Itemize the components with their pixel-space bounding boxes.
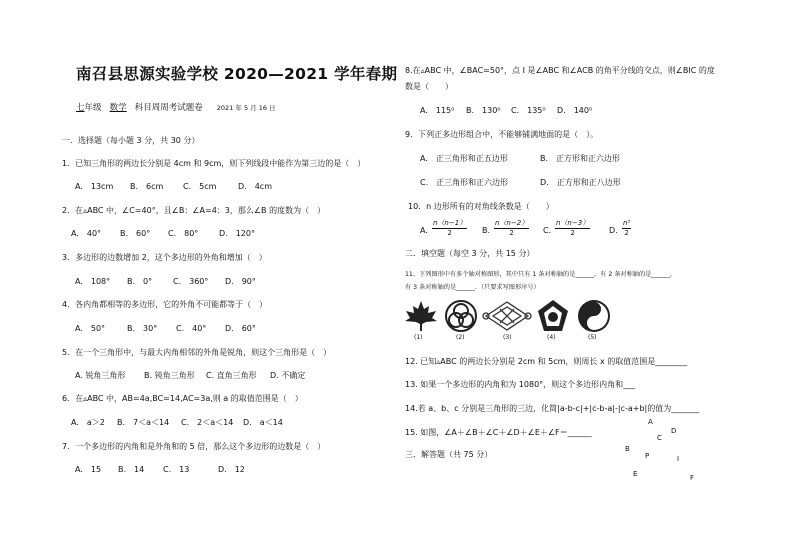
- section-heading-answer: 三．解答题（共 75 分）: [405, 450, 493, 459]
- question-9-option-d: D. 正方形和正八边形: [540, 178, 621, 187]
- question-10-option-b-numerator: n（n−2）: [495, 219, 529, 227]
- figure-1-label: (1): [414, 334, 423, 341]
- question-8-stem-line-1: 8.在▵ABC 中，∠BAC=50°，点 I 是∠ABC 和∠ACB 的角平分线的交点，则∠BIC 的度: [405, 66, 715, 75]
- question-11-line-1: 11、下列图形中有多个轴对称图形，其中只有 1 条对称轴的是______，有 2 条对称轴的是______，: [405, 271, 677, 278]
- question-8-option-c: C. 135⁰: [511, 106, 546, 115]
- question-2-option-d: D. 120°: [219, 229, 255, 238]
- question-4-option-c: C. 40°: [176, 324, 207, 333]
- point-label-p: P: [645, 452, 650, 460]
- question-12: 12. 已知▵ABC 的两边长分别是 2cm 和 5cm，则周长 x 的取值范围是________: [405, 357, 688, 366]
- question-10-option-a-label: A.: [420, 226, 428, 235]
- question-10-option-d-numerator: n²: [623, 219, 631, 227]
- question-8-option-a: A. 115⁰: [420, 106, 455, 115]
- question-1-option-b: B. 6cm: [130, 182, 164, 191]
- question-5-option-c: C. 直角三角形: [206, 371, 257, 380]
- figure-5-label: (5): [588, 334, 597, 341]
- question-6-option-c: C. 2＜a＜14: [181, 418, 234, 427]
- question-9-option-a: A. 正三角形和正五边形: [420, 154, 508, 163]
- question-10-option-a-numerator: n（n−1）: [433, 219, 467, 227]
- point-label-f: F: [690, 474, 695, 482]
- grade-suffix: 年级: [84, 103, 102, 113]
- question-5-option-a: A. 锐角三角形: [75, 371, 126, 380]
- question-5-option-b: B. 钝角三角形: [144, 371, 195, 380]
- question-10-option-b-denominator: 2: [509, 229, 514, 237]
- question-7-stem: 7．一个多边形的内角和是外角和的 5 倍，那么这个多边形的边数是（ ）: [62, 442, 326, 451]
- point-label-c: C: [657, 434, 662, 442]
- question-8-option-d: D. 140⁰: [557, 106, 593, 115]
- question-6-stem: 6．在▵ABC 中，AB=4a,BC=14,AC=3a,则 a 的取值范围是（ ）: [62, 394, 303, 403]
- point-label-e: E: [633, 470, 638, 478]
- question-10-option-c-numerator: n（n−3）: [556, 219, 590, 227]
- question-4-option-a: A. 50°: [75, 324, 106, 333]
- question-7-option-d: D. 12: [218, 465, 245, 474]
- question-3-option-a: A. 108°: [75, 277, 111, 286]
- question-1-stem: 1．已知三角形的两边长分别是 4cm 和 9cm，则下列线段中能作为第三边的是（ ）: [62, 159, 366, 168]
- maple-leaf-icon: [404, 300, 438, 332]
- question-1-option-d: D. 4cm: [238, 182, 272, 191]
- question-10-option-c-label: C.: [543, 226, 552, 235]
- question-9-option-b: B. 正方形和正六边形: [540, 154, 621, 163]
- grade-value: 七: [76, 103, 85, 113]
- question-1-option-c: C. 5cm: [183, 182, 217, 191]
- question-6-option-a: A. a＞2: [71, 418, 105, 427]
- question-3-option-b: B. 0°: [127, 277, 153, 286]
- chinese-knot-icon: [482, 300, 532, 332]
- question-10-option-a-fraction: [432, 219, 467, 238]
- figure-2-label: (2): [456, 334, 465, 341]
- exam-title: 南召县思源实验学校 2020—2021 学年春期: [76, 65, 398, 83]
- question-10-option-d-denominator: 2: [624, 229, 629, 237]
- question-2-option-a: A. 40°: [71, 229, 102, 238]
- triquetra-icon: [444, 299, 478, 333]
- point-label-i: I: [677, 455, 680, 463]
- question-2-stem: 2．在▵ABC 中，∠C=40°，且∠B：∠A=4：3，那么∠B 的度数为（ ）: [62, 206, 326, 215]
- question-7-option-a: A. 15: [75, 465, 102, 474]
- question-10-option-b-label: B.: [482, 226, 491, 235]
- question-10-option-c-fraction: [555, 219, 590, 238]
- question-7-option-b: B. 14: [118, 465, 145, 474]
- question-8-stem-line-2: 数是（ ）: [405, 82, 453, 91]
- question-2-option-b: B. 60°: [120, 229, 151, 238]
- question-10-option-d-label: D.: [609, 226, 618, 235]
- point-label-d: D: [671, 427, 677, 435]
- question-10-option-d-fraction: [622, 219, 631, 238]
- exam-subtitle: [76, 101, 276, 113]
- question-5-option-d: D. 不确定: [270, 371, 306, 380]
- question-6-option-d: D. a＜14: [243, 418, 283, 427]
- figure-3-label: (3): [503, 334, 512, 341]
- question-10-stem: 10．n 边形所有的对角线条数是（ ）: [408, 202, 554, 211]
- subject-value: 数学: [109, 103, 127, 113]
- question-10-option-c-denominator: 2: [570, 229, 575, 237]
- question-11-line-2: 有 3 条对称轴的是______．（只要求写图形序号）: [405, 284, 540, 291]
- question-13: 13. 如果一个多边形的内角和为 1080°，则这个多边形内角和___: [405, 380, 636, 389]
- pentagon-emblem-icon: [537, 299, 569, 333]
- yin-yang-icon: [577, 299, 611, 333]
- point-label-a: A: [648, 418, 653, 426]
- question-15: 15. 如图，∠A＋∠B＋∠C＋∠D＋∠E＋∠F＝______: [405, 428, 592, 437]
- question-4-stem: 4．各内角都相等的多边形，它的外角不可能都等于（ ）: [62, 300, 268, 309]
- question-10-option-b-fraction: [494, 219, 529, 238]
- exam-date: 2021 年 5 月 16 日: [216, 104, 276, 112]
- question-9-option-c: C. 正三角形和正六边形: [420, 178, 509, 187]
- question-1-option-a: A. 13cm: [75, 182, 114, 191]
- question-3-option-d: D. 90°: [225, 277, 256, 286]
- section-heading-fill-in: 二．填空题（每空 3 分，共 15 分）: [405, 249, 535, 258]
- question-3-option-c: C. 360°: [173, 277, 209, 286]
- question-5-stem: 5．在一个三角形中，与最大内角相邻的外角是锐角，则这个三角形是（ ）: [62, 348, 332, 357]
- question-14: 14.若 a、b、c 分别是三角形的三边，化简|a-b-c|+|c-b-a|-|c-a+b|的值为_______: [405, 404, 700, 413]
- point-label-b: B: [625, 445, 630, 453]
- exam-name: 科目周周考试题卷: [134, 103, 203, 113]
- question-2-option-c: C. 80°: [168, 229, 199, 238]
- question-4-option-d: D. 60°: [225, 324, 256, 333]
- question-7-option-c: C. 13: [163, 465, 190, 474]
- question-6-option-b: B. 7＜a＜14: [117, 418, 170, 427]
- question-8-option-b: B. 130⁰: [466, 106, 501, 115]
- question-9-stem: 9．下列正多边形组合中，不能够铺满地面的是（ ）。: [405, 130, 599, 139]
- question-3-stem: 3．多边形的边数增加 2，这个多边形的外角和增加（ ）: [62, 253, 267, 262]
- question-10-option-a-denominator: 2: [447, 229, 452, 237]
- section-heading-choice: 一．选择题（每小题 3 分，共 30 分）: [62, 136, 200, 145]
- figure-4-label: (4): [547, 334, 556, 341]
- question-4-option-b: B. 30°: [127, 324, 158, 333]
